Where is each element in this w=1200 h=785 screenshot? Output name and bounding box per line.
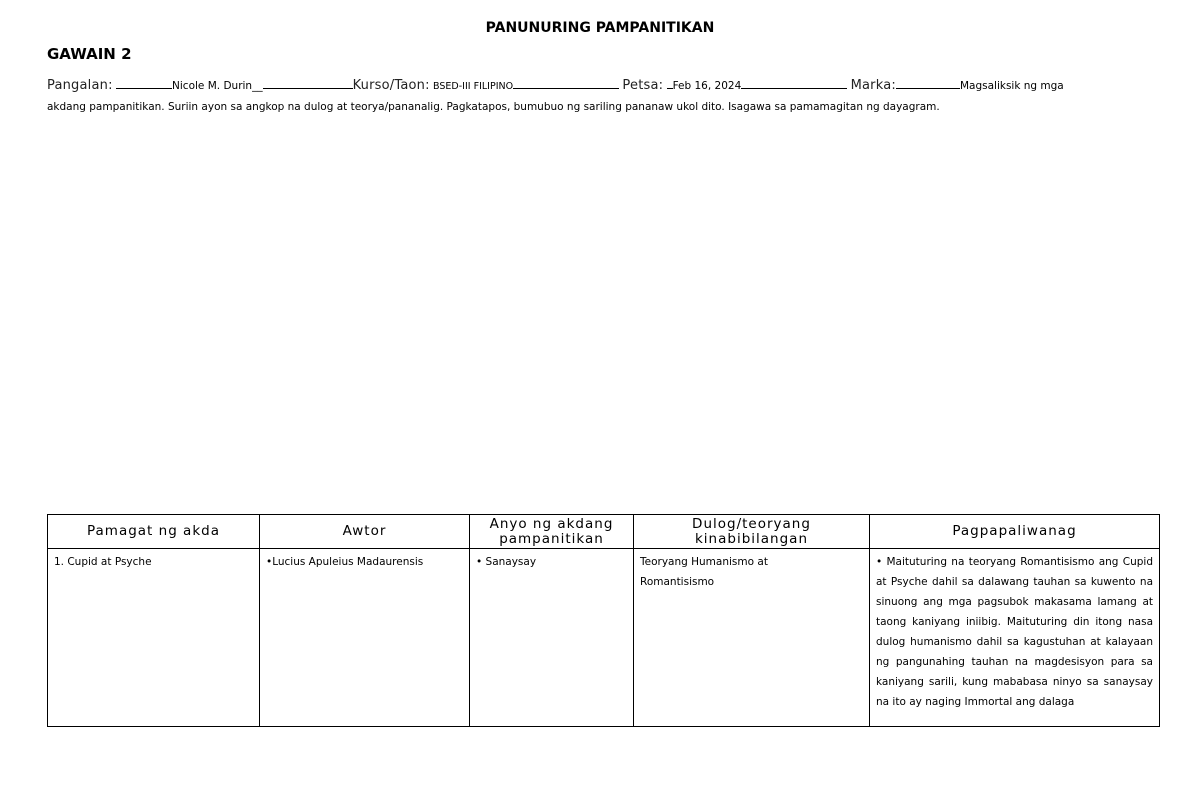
cell-anyo bbox=[470, 549, 634, 727]
header-dulog: Dulog/teoryang kinabibilangan bbox=[634, 515, 870, 549]
petsa-label: Petsa: bbox=[622, 78, 664, 93]
anyo-text: • Sanaysay bbox=[476, 556, 537, 568]
instruction-text: akdang pampanitikan. Suriin ayon sa angkop na dulog at teorya/pananalig. Pagkatapos, bumubuo ng sariling pananaw ukol dito. Isagawa sa pamamagitan ng dayagram. bbox=[47, 101, 940, 113]
table-row bbox=[48, 549, 1160, 727]
header-anyo: Anyo ng akdang pampanitikan bbox=[470, 515, 634, 549]
kurso-value: BSED-III FILIPINO bbox=[433, 81, 514, 92]
page-title: PANUNURING PAMPANITIKAN bbox=[485, 20, 715, 36]
analysis-table bbox=[47, 514, 1160, 727]
student-info-block bbox=[47, 76, 1147, 117]
pangalan-value: Nicole M. Durin__ bbox=[172, 80, 263, 92]
header-pamagat: Pamagat ng akda bbox=[48, 515, 260, 549]
activity-heading: GAWAIN 2 bbox=[47, 45, 132, 63]
header-awtor: Awtor bbox=[260, 515, 470, 549]
cell-pagpapaliwanag bbox=[870, 549, 1160, 727]
cell-awtor bbox=[260, 549, 470, 727]
instruction-start: Magsaliksik ng mga bbox=[959, 80, 1064, 92]
dulog-line-1: Teoryang Humanismo at bbox=[640, 556, 768, 568]
dulog-line-2: Romantisismo bbox=[640, 576, 715, 588]
marka-label: Marka: bbox=[850, 78, 896, 93]
cell-pamagat bbox=[48, 549, 260, 727]
pangalan-label: Pangalan: bbox=[47, 78, 113, 93]
kurso-blank bbox=[513, 76, 619, 89]
cell-dulog bbox=[634, 549, 870, 727]
awtor-text: •Lucius Apuleius Madaurensis bbox=[266, 556, 424, 568]
header-pagpapaliwanag: Pagpapaliwanag bbox=[870, 515, 1160, 549]
pamagat-text: 1. Cupid at Psyche bbox=[54, 556, 152, 568]
paliwanag-text: • Maituturing na teoryang Romantisismo ang Cupid at Psyche dahil sa dalawang tauhan sa kuwento na sinuong ang mga pagsubok makasama lamang at taong kaniyang iniibig. Maituturing din itong nasa dulog humanismo dahil sa kagustuhan at kalayaan ng pangunahing tauhan na magdesisyon para sa kaniyang sarili, kung mababasa ninyo sa sanaysay na ito ay naging Immortal ang dalaga bbox=[876, 556, 1153, 708]
petsa-blank bbox=[741, 76, 847, 89]
table-header-row bbox=[48, 515, 1160, 549]
pangalan-trailing-blank bbox=[263, 76, 353, 89]
pangalan-blank bbox=[116, 76, 172, 89]
petsa-value: Feb 16, 2024 bbox=[672, 80, 742, 92]
kurso-label: Kurso/Taon: bbox=[352, 78, 430, 93]
marka-blank bbox=[896, 76, 960, 89]
